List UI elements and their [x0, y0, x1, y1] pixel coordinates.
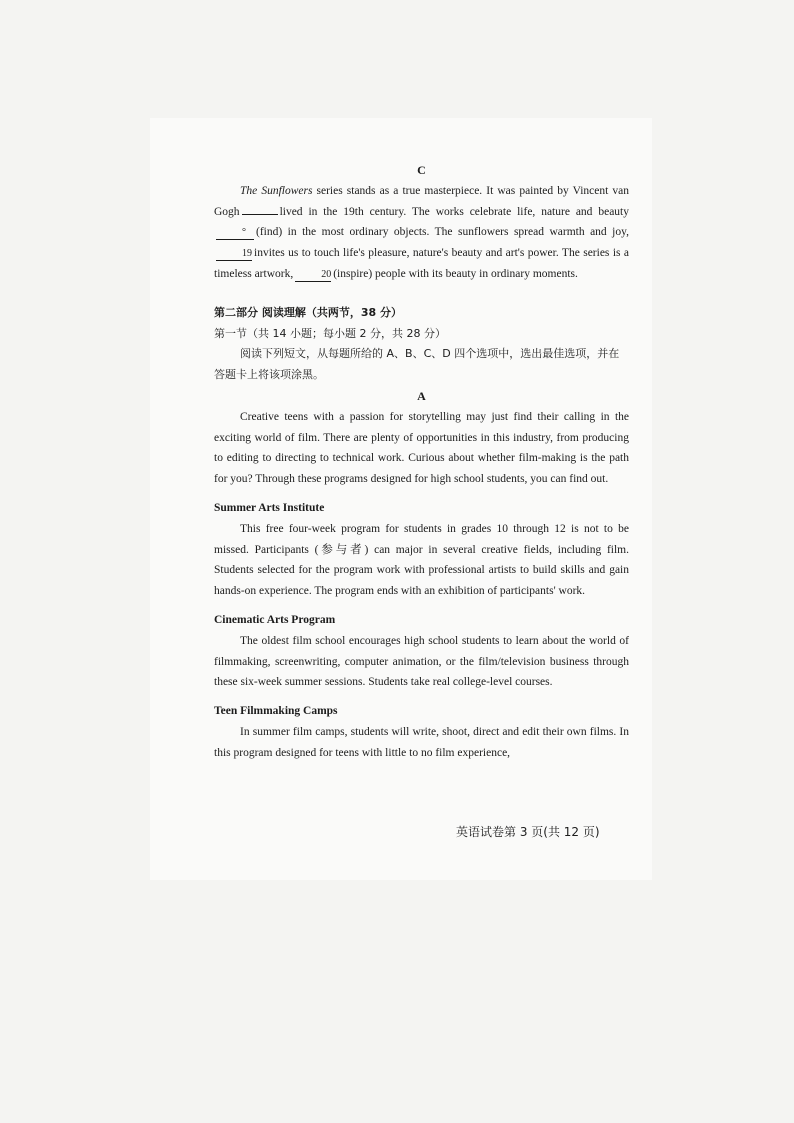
- part2-subheading: 第一节（共 14 小题；每小题 2 分，共 28 分）: [214, 326, 446, 340]
- text-run: beauty: [598, 205, 629, 218]
- page-content: [214, 160, 629, 764]
- program-body: The oldest film school encourages high school students to learn about the world of filmmaking, screenwriting, computer animation, or the film/television business through these six-week summer sessions. Students take real college-level courses.: [214, 634, 629, 689]
- text-run: (inspire) people with its: [333, 267, 443, 280]
- blank-17[interactable]: [242, 214, 278, 215]
- text-run: warmth and joy,: [549, 226, 629, 239]
- blank-20[interactable]: 20: [295, 268, 331, 282]
- page-footer: 英语试卷第 3 页(共 12 页): [456, 825, 600, 839]
- passage-a-intro: Creative teens with a passion for storytelling may just find their calling in the exciting world of film. There are plenty of opportunities in this industry, from producing to editing to directing to technical work. Curious about whether film-making is the path for you? Through these programs designed for high school students, you can find out.: [214, 410, 629, 486]
- program-title: Cinematic Arts Program: [214, 613, 336, 626]
- blank-18[interactable]: °: [216, 226, 254, 240]
- program-title: Teen Filmmaking Camps: [214, 705, 338, 718]
- passage-a-letter: A: [417, 388, 426, 403]
- part2-heading: 第二部分 阅读理解（共两节，38 分）: [214, 305, 402, 319]
- text-run: art's power. The series is a timeless artwork,: [214, 247, 629, 280]
- part2-instruction: 阅读下列短文，从每题所给的 A、B、C、D 四个选项中，选出最佳选项，并在答题卡上将该项涂黑。: [214, 347, 620, 382]
- blank-19[interactable]: 19: [216, 247, 252, 261]
- section-c-letter: C: [417, 163, 426, 177]
- text-run: (find) in the most ordinary objects. The sunflowers spread: [256, 226, 544, 239]
- text-run: series stands as a true masterpiece. It was painted by Vincent: [312, 184, 609, 197]
- text-run: van Gogh: [214, 184, 630, 218]
- text-run: lived in the 19th century. The works celebrate life, nature and: [279, 205, 593, 218]
- text-run: invites us to touch life's pleasure, nature's beauty and: [254, 247, 503, 260]
- program-title: Summer Arts Institute: [214, 501, 325, 514]
- artwork-title: The Sunflowers: [240, 184, 313, 197]
- section-c-paragraph: [214, 181, 629, 285]
- program-body: This free four-week program for students in grades 10 through 12 is not to be missed. Participants (参与者) can major in several creative fields, including film. Students selected for the program work with professional artists to build skills and gain hands-on experience. The program ends with an exhibition of participants' work.: [214, 522, 629, 598]
- program-body: In summer film camps, students will write, shoot, direct and edit their own films. In this program designed for teens with little to no film experience,: [214, 725, 629, 759]
- text-run: beauty in ordinary moments.: [445, 267, 578, 280]
